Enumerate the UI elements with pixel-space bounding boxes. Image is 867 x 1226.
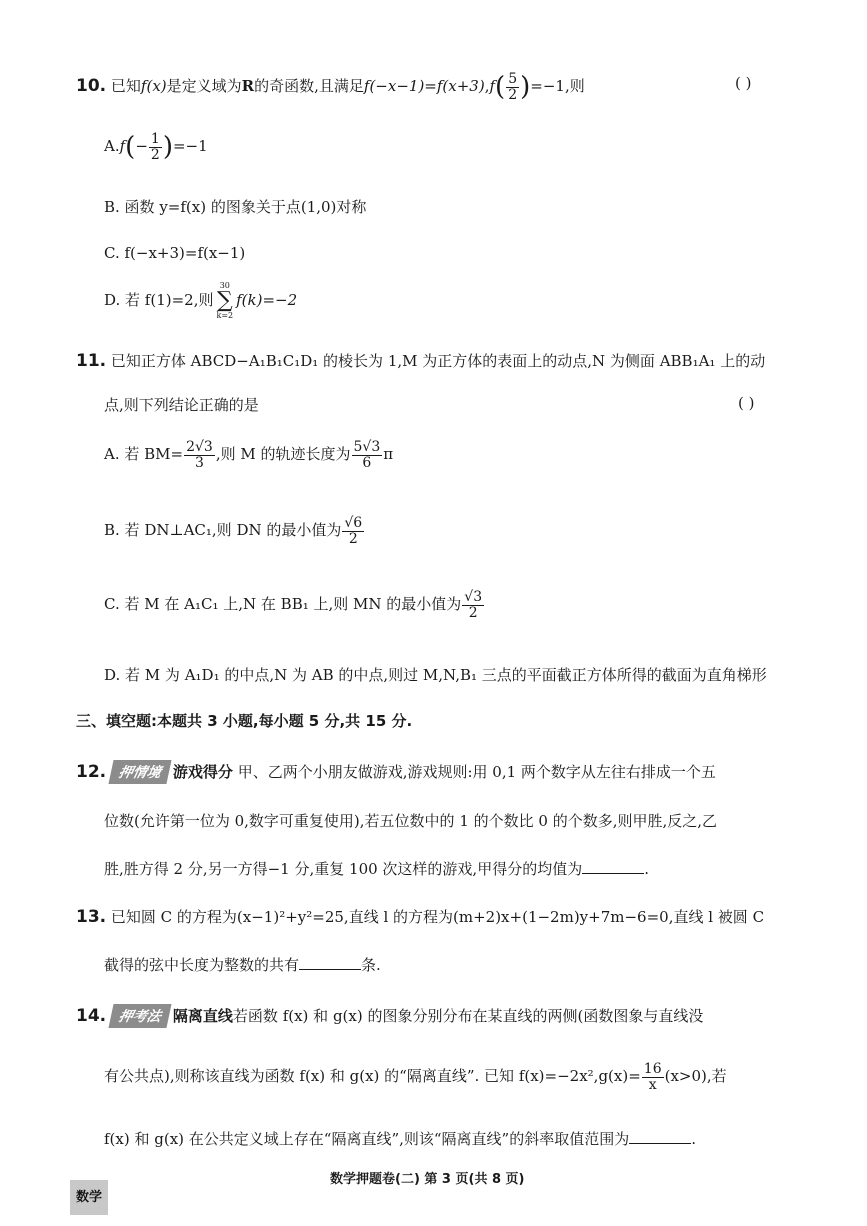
- q10-text-a: 已知: [110, 77, 141, 96]
- q10-frac: $\frac{5}{2}$: [508, 71, 518, 103]
- q12-line3: 胜,胜方得 2 分,另一方得−1 分,重复 100 次这样的游戏,甲得分的均值为 .: [104, 860, 649, 878]
- q13-answer-blank[interactable]: [299, 968, 361, 970]
- q12-title: 游戏得分: [172, 763, 233, 781]
- q13-number: 13.: [76, 907, 107, 927]
- q10-real-set: R: [241, 77, 255, 96]
- q13-line1: 13. 已知圆 C 的方程为(x−1)²+y²=25,直线 l 的方程为(m+2)x+(1−2m)y+7m−6=0,直线 l 被圆 C: [76, 907, 765, 927]
- q11-option-b: B. 若 DN⊥AC₁,则 DN 的最小值为 $\frac{√6}{2}$: [104, 515, 363, 547]
- q11-option-a: A. 若 BM= $\frac{2√3}{3}$ ,则 M 的轨迹长度为 $\frac{5√3}{6}$ π: [104, 439, 394, 471]
- page-footer: 数学押题卷(二) 第 3 页(共 8 页): [330, 1172, 525, 1187]
- q10-number: 10.: [76, 76, 107, 97]
- q11-answer-paren: ( ): [738, 394, 755, 412]
- q11-line2: 点,则下列结论正确的是: [104, 396, 259, 414]
- q10-sep: ,: [484, 77, 490, 96]
- q10-answer-paren: ( ): [735, 74, 752, 92]
- q12-answer-blank[interactable]: [582, 872, 644, 874]
- subject-corner-tab: 数学: [70, 1180, 108, 1215]
- q10-option-b: B. 函数 y=f(x) 的图象关于点(1,0)对称: [104, 198, 367, 216]
- q12-number: 12.: [76, 762, 107, 782]
- q11-option-d: D. 若 M 为 A₁D₁ 的中点,N 为 AB 的中点,则过 M,N,B₁ 三点的平面截正方体所得的截面为直角梯形: [104, 666, 767, 684]
- q10-condition: f(−x−1)=f(x+3): [363, 77, 485, 96]
- q14-number: 14.: [76, 1006, 107, 1026]
- q14-line2: 有公共点),则称该直线为函数 f(x) 和 g(x) 的“隔离直线”. 已知 f(x)=−2x²,g(x)= $\frac{16}{x}$ (x>0),若: [104, 1061, 727, 1093]
- q10-stem: 10. 已知f(x)是定义域为R的奇函数,且满足f(−x−1)=f(x+3),f( $\frac{5}{2}$ )=−1,则: [76, 71, 585, 103]
- q10-text-c: 的奇函数,且满足: [254, 77, 364, 96]
- q14-line1: 14. 押考法 隔离直线若函数 f(x) 和 g(x) 的图象分别分布在某直线的两侧(函数图象与直线没: [76, 1006, 704, 1026]
- q11-option-c: C. 若 M 在 A₁C₁ 上,N 在 BB₁ 上,则 MN 的最小值为 $\frac{√3}{2}$: [104, 589, 483, 621]
- q10-option-a: A.f(− $\frac{1}{2}$ )=−1: [104, 131, 208, 163]
- q10-fx: f(x): [140, 77, 167, 96]
- q13-line2: 截得的弦中长度为整数的共有 条.: [104, 956, 381, 974]
- q11-line1: 11. 已知正方体 ABCD−A₁B₁C₁D₁ 的棱长为 1,M 为正方体的表面上的动点,N 为侧面 ABB₁A₁ 上的动: [76, 351, 766, 371]
- q10-text-b: 是定义域为: [166, 77, 242, 96]
- section-fill-in-header: 三、填空题:本题共 3 小题,每小题 5 分,共 15 分.: [76, 712, 413, 730]
- q14-answer-blank[interactable]: [629, 1142, 691, 1144]
- q14-line3: f(x) 和 g(x) 在公共定义域上存在“隔离直线”,则该“隔离直线”的斜率取值范围为 .: [104, 1130, 697, 1148]
- q10-option-c: C. f(−x+3)=f(x−1): [104, 244, 246, 262]
- q12-line1: 12. 押情境 游戏得分 甲、乙两个小朋友做游戏,游戏规则:用 0,1 两个数字从左往右排成一个五: [76, 762, 716, 782]
- q14-tag: 押考法: [108, 1004, 171, 1028]
- q10-option-d: D. 若 f(1)=2,则 30 ∑ k=2 f(k)=−2: [104, 281, 298, 320]
- q11-number: 11.: [76, 351, 107, 371]
- q10-f-lead: f: [489, 77, 496, 96]
- q12-line2: 位数(允许第一位为 0,数字可重复使用),若五位数中的 1 的个数比 0 的个数多,则甲胜,反之,乙: [104, 812, 718, 830]
- q14-title: 隔离直线: [172, 1007, 233, 1025]
- summation-symbol: 30 ∑ k=2: [216, 281, 234, 320]
- q10-cond2-tail: =−1,则: [530, 77, 585, 96]
- q12-tag: 押情境: [108, 760, 171, 784]
